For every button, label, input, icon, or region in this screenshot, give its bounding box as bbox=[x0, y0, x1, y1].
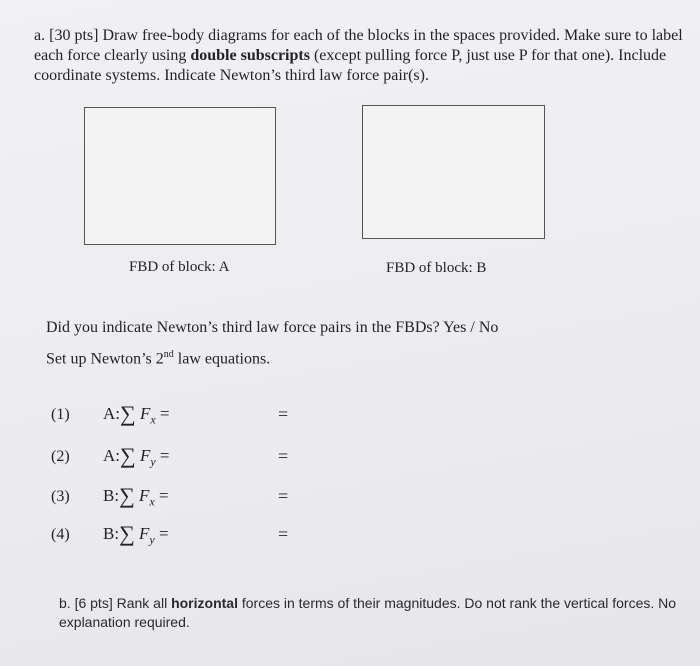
force-symbol: F bbox=[139, 446, 151, 465]
sigma-symbol: ∑ bbox=[120, 401, 136, 426]
part-b-bold: horizontal bbox=[171, 595, 238, 611]
sigma-symbol: ∑ bbox=[120, 443, 136, 468]
part-a-text-1: Draw free-body diagrams for each of the blocks in the spaces provided. Make sure to label each force clearly using bbox=[34, 27, 683, 64]
equals-sign-2: = bbox=[278, 446, 289, 466]
equation-number: (4) bbox=[51, 526, 70, 543]
second-law-prompt-post: law equations. bbox=[173, 350, 271, 368]
equation-block: A: bbox=[103, 404, 120, 423]
equals-sign: = bbox=[159, 446, 170, 465]
equation-3 bbox=[103, 483, 169, 509]
second-law-prompt-sup: nd bbox=[163, 349, 174, 360]
second-law-prompt-pre: Set up Newton’s 2 bbox=[46, 350, 164, 368]
equation-number: (2) bbox=[51, 448, 70, 465]
part-b-text-2: forces in terms of their magnitudes. Do not rank the vertical forces. No explanation required. bbox=[59, 595, 677, 630]
equals-sign-2: = bbox=[278, 486, 289, 506]
part-a-points: [30 pts] bbox=[49, 27, 99, 44]
part-b-label: b. bbox=[59, 595, 71, 611]
fbd-box-b[interactable] bbox=[362, 105, 545, 239]
fbd-a-caption: FBD of block: A bbox=[129, 259, 230, 275]
part-a-bold: double subscripts bbox=[190, 47, 310, 64]
equals-sign-2: = bbox=[278, 524, 289, 544]
equation-1 bbox=[103, 401, 170, 427]
equation-block: B: bbox=[103, 524, 120, 543]
fbd-box-a[interactable] bbox=[84, 107, 276, 245]
second-law-prompt bbox=[46, 349, 270, 368]
part-a-text-2: (except pulling force P, just use P for that one). Include coordinate systems. Indicate Newton’s third law force pair(s). bbox=[34, 47, 667, 84]
part-b-points: [6 pts] bbox=[74, 595, 113, 611]
part-b-text-1: Rank all bbox=[116, 595, 172, 611]
sigma-symbol: ∑ bbox=[119, 521, 135, 546]
force-symbol: F bbox=[139, 404, 151, 423]
equals-sign: = bbox=[159, 404, 170, 423]
force-subscript: y bbox=[150, 454, 156, 469]
equals-sign: = bbox=[158, 524, 169, 543]
equation-2 bbox=[103, 443, 170, 469]
equals-sign-2: = bbox=[278, 404, 289, 424]
force-symbol: F bbox=[139, 524, 150, 543]
equation-block: A: bbox=[103, 446, 120, 465]
sigma-symbol: ∑ bbox=[119, 483, 135, 508]
force-subscript: x bbox=[150, 412, 156, 427]
part-b-instructions bbox=[59, 594, 699, 632]
fbd-b-caption: FBD of block: B bbox=[386, 260, 487, 276]
part-a-instructions bbox=[34, 26, 698, 86]
equation-4 bbox=[103, 521, 169, 547]
force-subscript: x bbox=[149, 494, 155, 509]
equals-sign: = bbox=[158, 486, 169, 505]
equation-block: B: bbox=[103, 486, 120, 505]
part-a-label: a. bbox=[34, 27, 46, 44]
equation-number: (3) bbox=[51, 488, 70, 505]
equation-number: (1) bbox=[51, 406, 70, 423]
third-law-question: Did you indicate Newton’s third law force pairs in the FBDs? Yes / No bbox=[46, 319, 499, 336]
force-subscript: y bbox=[149, 532, 155, 547]
force-symbol: F bbox=[139, 486, 150, 505]
